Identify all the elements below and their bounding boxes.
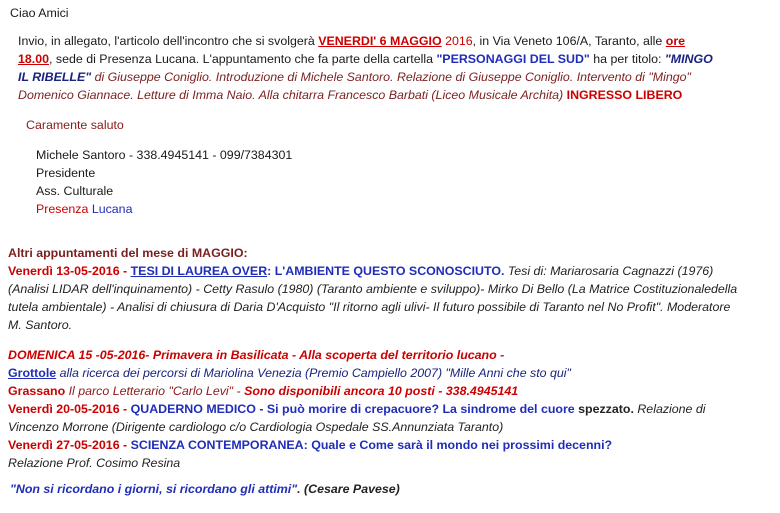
event-title: "MINGO (664, 52, 713, 66)
signature-org: Ass. Culturale (36, 184, 114, 198)
event-1-link[interactable]: TESI DI LAUREA OVER (130, 264, 268, 278)
event-4-desc: Relazione Prof. Cosimo Resina (8, 456, 181, 470)
intro-line-3: IL RIBELLE" di Giuseppe Coniglio. Introduzione di Michele Santoro. Relazione di Giuseppe Coniglio. Intervento di "Mingo" (18, 70, 691, 84)
intro-line-1: Invio, in allegato, l'articolo dell'incontro che si svolgerà VENERDI' 6 MAGGIO 2016, in Via Veneto 106/A, Taranto, alle ore (18, 34, 686, 48)
signature-brand: Presenza Lucana (36, 202, 133, 216)
greeting: Ciao Amici (10, 6, 69, 20)
intro-line-2: 18.00, sede di Presenza Lucana. L'appuntamento che fa parte della cartella "PERSONAGGI DEL SUD" ha per titolo: "MINGO (18, 52, 713, 66)
quote: "Non si ricordano i giorni, si ricordano gli attimi". (Cesare Pavese) (10, 482, 400, 496)
event-2-grottole: Grottole alla ricerca dei percorsi di Mariolina Venezia (Premio Campiello 2007) "Mille Anni che sto qui" (8, 366, 571, 380)
signature-name-phone: Michele Santoro - 338.4945141 - 099/7384301 (36, 148, 293, 162)
event-time: ore (665, 34, 686, 48)
events-header: Altri appuntamenti del mese di MAGGIO: (8, 246, 248, 260)
closing: Caramente saluto (26, 118, 124, 132)
free-entry: INGRESSO LIBERO (566, 88, 683, 102)
event-date: VENERDI' 6 MAGGIO (318, 34, 442, 48)
folder-name: "PERSONAGGI DEL SUD" (436, 52, 590, 66)
events-section: Altri appuntamenti del mese di MAGGIO: Venerdì 13-05-2016 - TESI DI LAUREA OVER: L'AMBIENTE QUESTO SCONOSCIUTO. Tesi di: Mariarosaria Cagnazzi (1976) (Analisi LIDAR dell'inquinamento) - Cetty Rasulo (1980) (Taranto ambiente e sviluppo)- Mirko Di Bello (La Matrice Costituzionaledella tutela ambientale) - Analisi di chiusura di Daria D'Acquisto "Il ritorno agli ulivi- Il futuro possibile di Taranto nel No Profit". Moderatore M. Santoro. DOMENICA 15 -05-2016- Primavera in Basilicata - Alla scoperta del territorio lucano - Grottole alla ricerca dei percorsi di Mariolina Venezia (Premio Campiello 2007) "Mille Anni che sto qui" Grassano Il parco Letterario "Carlo Levi" - Sono disponibili ancora 10 posti - 338.4945141 Venerdì 20-05-2016 - QUADERNO MEDICO - Si può morire di crepacuore? La sindrome del cuore spezzato. Relazione di Vincenzo Morrone (Dirigente cardiologo c/o Cardiologia Ospedale SS.Annunziata Taranto) Venerdì 27-05-2016 - SCIENZA CONTEMPORANEA: Quale e Come sarà il mondo nei prossimi decenni? Relazione Prof. Cosimo Resina (8, 244, 778, 472)
intro-line-4: Domenico Giannace. Letture di Imma Naio. Alla chitarra Francesco Barbati (Liceo Musicale Archita) INGRESSO LIBERO (18, 88, 683, 102)
intro-paragraph (18, 32, 778, 104)
signature-role: Presidente (36, 166, 96, 180)
signature (36, 146, 292, 218)
event-3-speaker: Vincenzo Morrone (Dirigente cardiologo c/o Cardiologia Ospedale SS.Annunziata Taranto) (8, 420, 504, 434)
event-2-grassano: Grassano Il parco Letterario "Carlo Levi" - Sono disponibili ancora 10 posti - 338.4945141 (8, 384, 519, 398)
event-3: Venerdì 20-05-2016 - QUADERNO MEDICO - Si può morire di crepacuore? La sindrome del cuore spezzato. Relazione di (8, 402, 706, 416)
event-2-header: DOMENICA 15 -05-2016- Primavera in Basilicata - Alla scoperta del territorio lucano - (8, 348, 505, 362)
event-4: Venerdì 27-05-2016 - SCIENZA CONTEMPORANEA: Quale e Come sarà il mondo nei prossimi decenni? (8, 438, 613, 452)
event-1: Venerdì 13-05-2016 - TESI DI LAUREA OVER: L'AMBIENTE QUESTO SCONOSCIUTO. Tesi di: Mariarosaria Cagnazzi (1976) (8, 264, 714, 278)
